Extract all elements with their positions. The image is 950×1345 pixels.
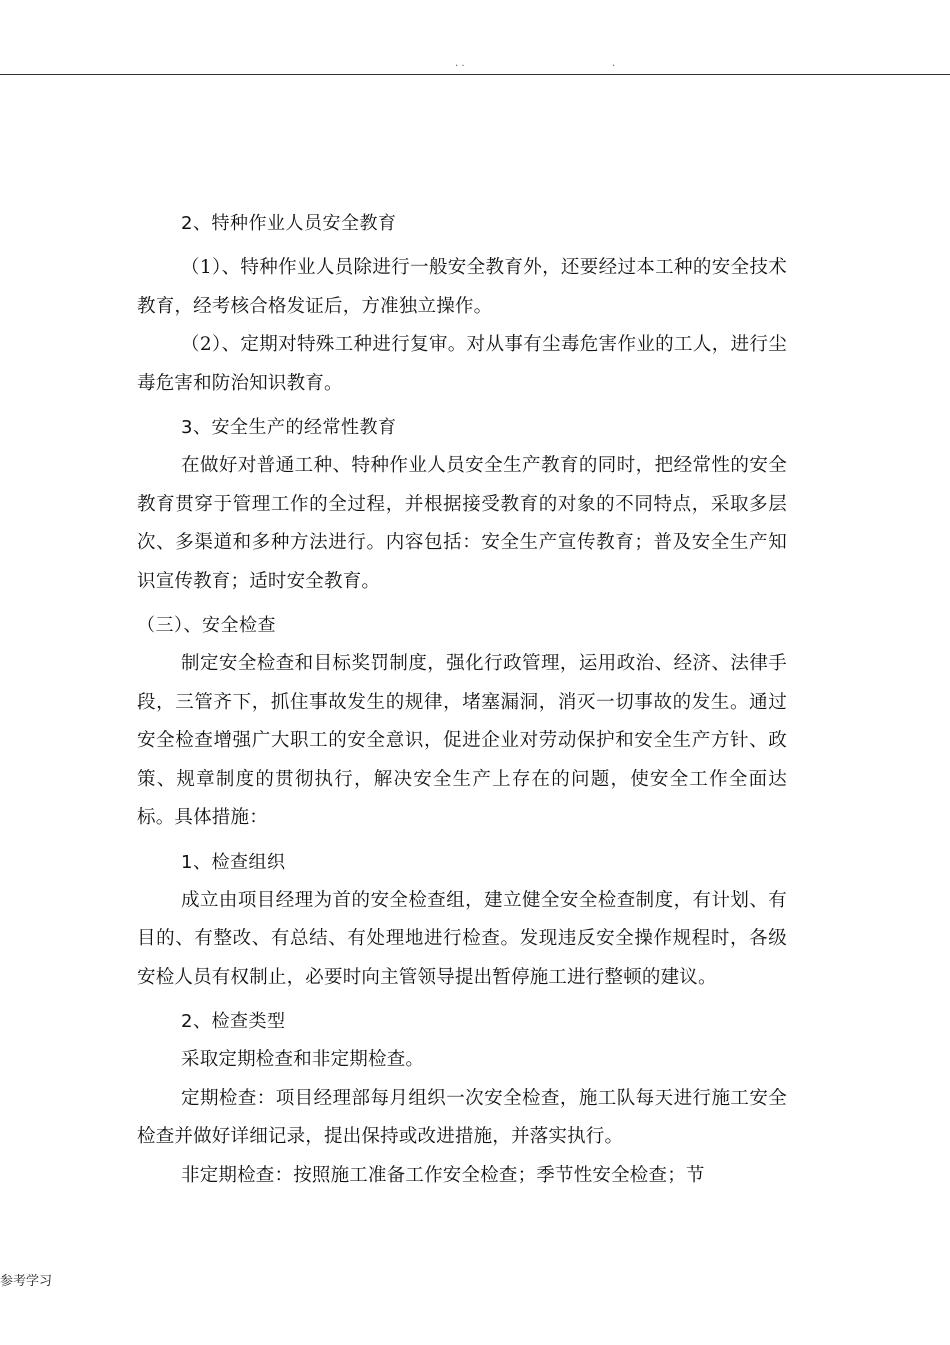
heading-regular-education: 3、安全生产的经常性教育 (181, 417, 397, 438)
heading-safety-inspection: （三）、安全检查 (137, 615, 276, 636)
paragraph-inspection-types-1: 采取定期检查和非定期检查。 (181, 1049, 425, 1070)
footer-label: 参考学习 (0, 1274, 53, 1289)
paragraph-special-ops-2: （2）、定期对特殊工种进行复审。对从事有尘毒危害作业的工人，进行尘毒危害和防治知识教育。 (137, 334, 787, 394)
heading-inspection-organization: 1、检查组织 (181, 851, 286, 873)
document-body (137, 205, 787, 1195)
paragraph-inspection-types-3: 非定期检查：按照施工准备工作安全检查；季节性安全检查；节 (181, 1164, 705, 1186)
heading-inspection-types: 2、检查类型 (181, 1011, 286, 1032)
header-dots-right: . (612, 58, 616, 69)
header-dots-left: . . (455, 58, 465, 69)
paragraph-regular-education: 在做好对普通工种、特种作业人员安全生产教育的同时，把经常性的安全教育贯穿于管理工作的全过程，并根据接受教育的对象的不同特点，采取多层次、多渠道和多种方法进行。内容包括：安全生产宣传教育；普及安全生产知识宣传教育；适时安全教育。 (137, 455, 787, 592)
paragraph-special-ops-1: （1）、特种作业人员除进行一般安全教育外，还要经过本工种的安全技术教育，经考核合格发证后，方准独立操作。 (137, 257, 787, 317)
paragraph-inspection-types-2: 定期检查：项目经理部每月组织一次安全检查，施工队每天进行施工安全检查并做好详细记录，提出保持或改进措施，并落实执行。 (137, 1087, 787, 1147)
header-rule (0, 74, 950, 75)
paragraph-safety-inspection: 制定安全检查和目标奖罚制度，强化行政管理，运用政治、经济、法律手段，三管齐下，抓住事故发生的规律，堵塞漏洞，消灭一切事故的发生。通过安全检查增强广大职工的安全意识，促进企业对劳动保护和安全生产方针、政策、规章制度的贯彻执行，解决安全生产上存在的问题，使安全工作全面达标。具体措施： (137, 653, 787, 828)
paragraph-inspection-organization: 成立由项目经理为首的安全检查组，建立健全安全检查制度，有计划、有目的、有整改、有总结、有处理地进行检查。发现违反安全操作规程时，各级安检人员有权制止，必要时向主管领导提出暂停施工进行整顿的建议。 (137, 889, 787, 988)
heading-special-ops-education: 2、特种作业人员安全教育 (181, 213, 397, 234)
